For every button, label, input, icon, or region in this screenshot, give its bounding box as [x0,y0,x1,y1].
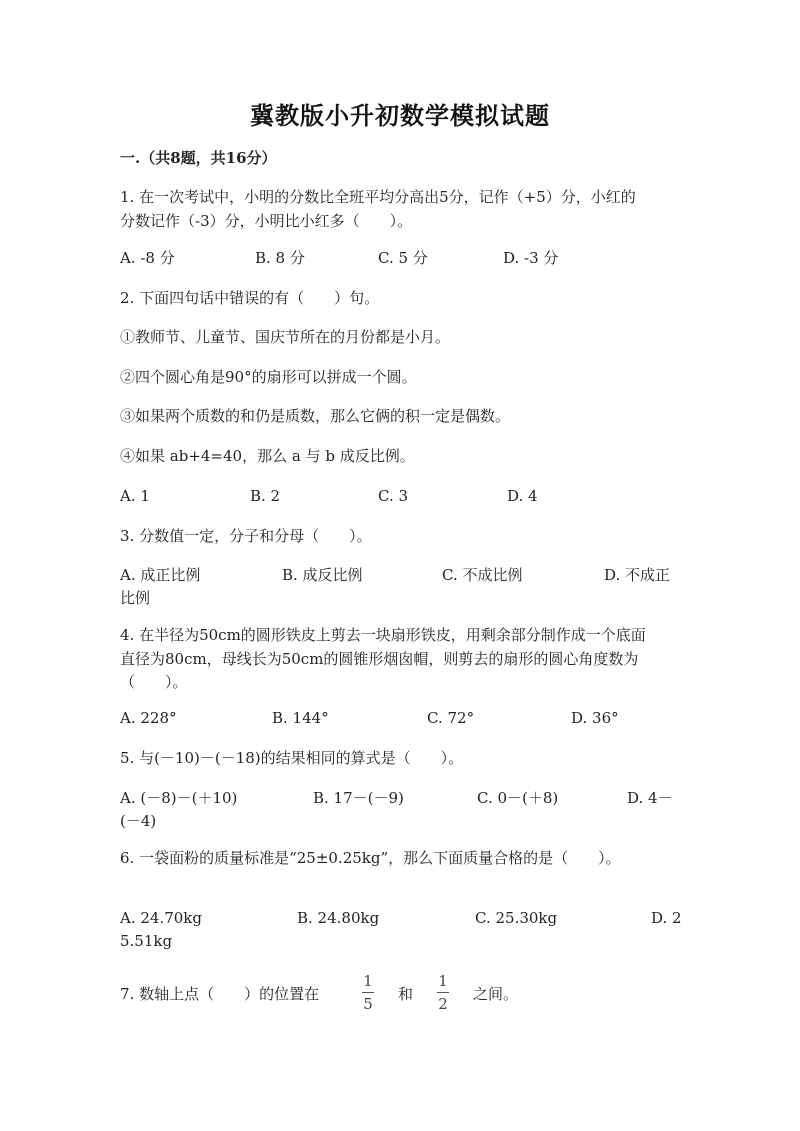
q2-statement-4: ④如果 ab+4=40，那么 a 与 b 成反比例。 [120,447,415,465]
q3-option-b: B. 成反比例 [282,566,363,584]
section-heading: 一.（共8题，共16分） [120,149,277,167]
q5-option-c: C. 0－(＋8) [477,789,559,807]
q5-option-d-wrap: (－4) [120,812,157,830]
fraction-one-fifth [362,972,374,1013]
q2-statement-3: ③如果两个质数的和仍是质数，那么它俩的积一定是偶数。 [120,407,511,425]
q2-statement-2: ②四个圆心角是90°的扇形可以拼成一个圆。 [120,368,417,386]
q5-option-b: B. 17－(－9) [313,789,404,807]
fraction-numerator: 1 [438,972,448,990]
question-7-stem: 7. 数轴上点（ ）的位置在 [120,985,320,1003]
question-6-stem: 6. 一袋面粉的质量标准是“25±0.25kg”，那么下面质量合格的是（ ）。 [120,849,621,867]
q4-option-b: B. 144° [272,709,329,727]
fraction-bar [362,992,374,993]
question-4-line-3: （ ）。 [120,673,188,691]
q5-option-d: D. 4－ [627,789,673,807]
fraction-bar [437,992,449,993]
q2-option-a: A. 1 [120,487,150,505]
q1-option-d: D. -3 分 [503,249,559,267]
question-7-ending: 之间。 [473,985,519,1003]
q3-option-c: C. 不成比例 [442,566,523,584]
q6-option-a: A. 24.70kg [120,909,203,927]
question-3-stem: 3. 分数值一定，分子和分母（ ）。 [120,527,372,545]
q2-option-c: C. 3 [378,487,409,505]
q2-option-d: D. 4 [507,487,538,505]
q6-option-b: B. 24.80kg [297,909,380,927]
q4-option-a: A. 228° [120,709,177,727]
q2-option-b: B. 2 [250,487,281,505]
question-1-line-2: 分数记作（-3）分，小明比小红多（ ）。 [120,212,413,230]
fraction-denominator: 5 [363,995,373,1013]
q4-option-c: C. 72° [427,709,475,727]
q4-option-d: D. 36° [571,709,619,727]
question-4-line-1: 4. 在半径为50cm的圆形铁皮上剪去一块扇形铁皮，用剩余部分制作成一个底面 [120,626,646,644]
q1-option-a: A. -8 分 [120,249,175,267]
q3-option-d: D. 不成正 [604,566,671,584]
q3-option-d-wrap: 比例 [120,589,151,607]
fraction-one-half [437,972,449,1013]
question-5-stem: 5. 与(－10)－(－18)的结果相同的算式是（ ）。 [120,749,464,767]
fraction-denominator: 2 [438,995,448,1013]
question-2-stem: 2. 下面四句话中错误的有（ ）句。 [120,289,380,307]
fraction-numerator: 1 [363,972,373,990]
q5-option-a: A. (－8)－(＋10) [120,789,238,807]
q6-option-d-wrap: 5.51kg [120,932,173,950]
q2-statement-1: ①教师节、儿童节、国庆节所在的月份都是小月。 [120,328,451,346]
question-4-line-2: 直径为80cm，母线长为50cm的圆锥形烟囱帽，则剪去的扇形的圆心角度数为 [120,650,639,668]
q1-option-b: B. 8 分 [255,249,305,267]
q6-option-c: C. 25.30kg [475,909,558,927]
question-7-conjunction: 和 [398,985,414,1003]
q6-option-d: D. 2 [651,909,682,927]
question-1-line-1: 1. 在一次考试中，小明的分数比全班平均分高出5分，记作（+5）分，小红的 [120,188,636,206]
q3-option-a: A. 成正比例 [120,566,201,584]
q1-option-c: C. 5 分 [378,249,428,267]
page-title: 冀教版小升初数学模拟试题 [250,101,550,130]
